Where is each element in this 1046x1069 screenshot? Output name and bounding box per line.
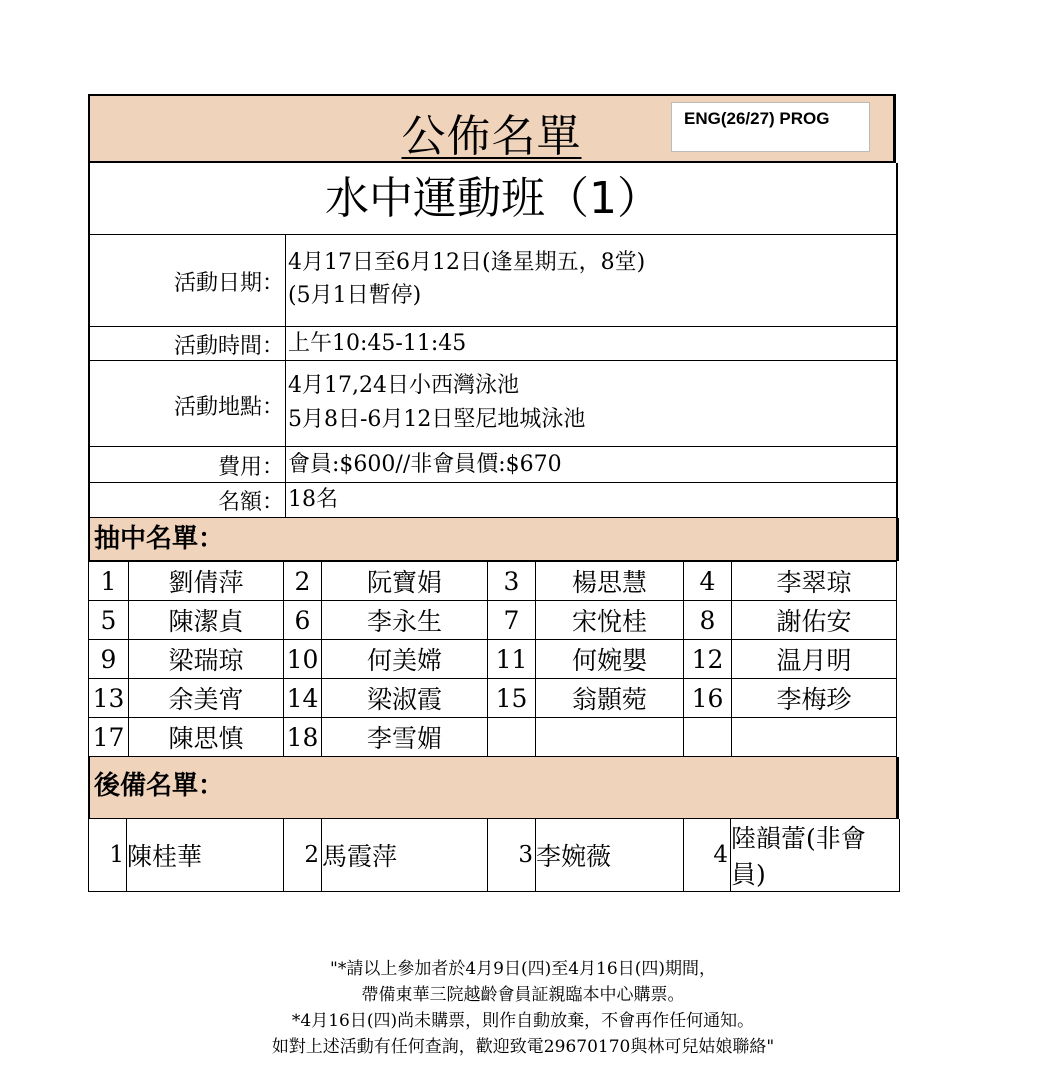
fee-row <box>88 447 898 483</box>
participant-name: 何美嫦 <box>322 640 488 679</box>
selected-table <box>88 561 897 757</box>
entry-number: 9 <box>89 640 129 679</box>
program-code: ENG(26/27) PROG <box>671 102 870 152</box>
entry-number <box>684 718 732 757</box>
reserve-name: 陸韻蕾(非會員) <box>731 819 900 892</box>
participant-name: 李永生 <box>322 601 488 640</box>
quota-label: 名額： <box>217 490 284 515</box>
date-row <box>88 235 898 327</box>
footer-notes <box>0 956 1046 1060</box>
divider <box>285 447 286 482</box>
entry-number: 15 <box>488 679 536 718</box>
fee-value: 會員:$600//非會員價:$670 <box>288 452 562 477</box>
participant-name: 余美宵 <box>129 679 284 718</box>
entry-number: 3 <box>488 819 536 892</box>
venue-line2: 5月8日-6月12日堅尼地城泳池 <box>288 407 586 432</box>
participant-name: 楊思慧 <box>536 562 684 601</box>
reserve-heading: 後備名單： <box>88 757 899 819</box>
date-label: 活動日期： <box>173 271 284 296</box>
participant-name: 梁淑霞 <box>322 679 488 718</box>
course-name: 水中運動班（1） <box>88 163 898 235</box>
venue-row <box>88 361 898 447</box>
participant-name: 李翠琼 <box>732 562 897 601</box>
reserve-name: 馬霞萍 <box>322 819 488 892</box>
entry-number: 17 <box>89 718 129 757</box>
table-row <box>89 640 897 679</box>
venue-line1: 4月17,24日小西灣泳池 <box>288 373 519 398</box>
table-row <box>89 601 897 640</box>
table-row <box>89 718 897 757</box>
entry-number: 6 <box>284 601 322 640</box>
participant-name: 阮寶娟 <box>322 562 488 601</box>
divider <box>285 235 286 326</box>
page-title: 公佈名單 <box>401 111 582 162</box>
time-row <box>88 327 898 361</box>
participant-name: 李梅珍 <box>732 679 897 718</box>
entry-number: 14 <box>284 679 322 718</box>
footer-line1: "*請以上參加者於4月9日(四)至4月16日(四)期間， <box>330 959 716 979</box>
reserve-name: 陳桂華 <box>127 819 284 892</box>
entry-number: 13 <box>89 679 129 718</box>
entry-number: 5 <box>89 601 129 640</box>
participant-name: 劉倩萍 <box>129 562 284 601</box>
table-row <box>89 819 900 892</box>
entry-number: 1 <box>89 819 127 892</box>
participant-name: 梁瑞琼 <box>129 640 284 679</box>
participant-name: 謝佑安 <box>732 601 897 640</box>
participant-name <box>732 718 897 757</box>
venue-label: 活動地點： <box>173 395 284 420</box>
entry-number: 12 <box>684 640 732 679</box>
table-row <box>89 562 897 601</box>
participant-name: 何婉嬰 <box>536 640 684 679</box>
participant-name: 宋悅桂 <box>536 601 684 640</box>
divider <box>285 483 286 517</box>
entry-number: 7 <box>488 601 536 640</box>
entry-number: 3 <box>488 562 536 601</box>
table-row <box>89 679 897 718</box>
entry-number: 11 <box>488 640 536 679</box>
entry-number: 2 <box>284 819 322 892</box>
entry-number: 8 <box>684 601 732 640</box>
time-value: 上午10:45-11:45 <box>288 331 467 356</box>
divider <box>285 327 286 360</box>
header-band <box>88 94 896 163</box>
date-line2: (5月1日暫停) <box>288 283 422 308</box>
entry-number: 4 <box>684 819 731 892</box>
quota-value: 18名 <box>288 487 338 512</box>
reserve-table <box>88 819 900 892</box>
date-line1: 4月17日至6月12日(逢星期五，8堂) <box>288 250 646 275</box>
time-label: 活動時間： <box>173 334 284 359</box>
footer-line2: 帶備東華三院越齡會員証親臨本中心購票。 <box>361 985 685 1005</box>
footer-line4: 如對上述活動有任何查詢，歡迎致電29670170與林可兒姑娘聯絡" <box>271 1037 775 1057</box>
footer-line3: *4月16日(四)尚未購票，則作自動放棄，不會再作任何通知。 <box>291 1011 755 1031</box>
fee-label: 費用： <box>217 455 284 480</box>
participant-name: 陳思慎 <box>129 718 284 757</box>
reserve-name: 李婉薇 <box>536 819 684 892</box>
participant-name: 陳潔貞 <box>129 601 284 640</box>
participant-name: 翁顥菀 <box>536 679 684 718</box>
entry-number: 4 <box>684 562 732 601</box>
participant-name: 李雪媚 <box>322 718 488 757</box>
entry-number <box>488 718 536 757</box>
divider <box>285 361 286 446</box>
participant-name: 温月明 <box>732 640 897 679</box>
entry-number: 10 <box>284 640 322 679</box>
entry-number: 1 <box>89 562 129 601</box>
quota-row <box>88 483 898 518</box>
entry-number: 18 <box>284 718 322 757</box>
entry-number: 2 <box>284 562 322 601</box>
entry-number: 16 <box>684 679 732 718</box>
participant-name <box>536 718 684 757</box>
selected-heading: 抽中名單： <box>88 518 899 561</box>
